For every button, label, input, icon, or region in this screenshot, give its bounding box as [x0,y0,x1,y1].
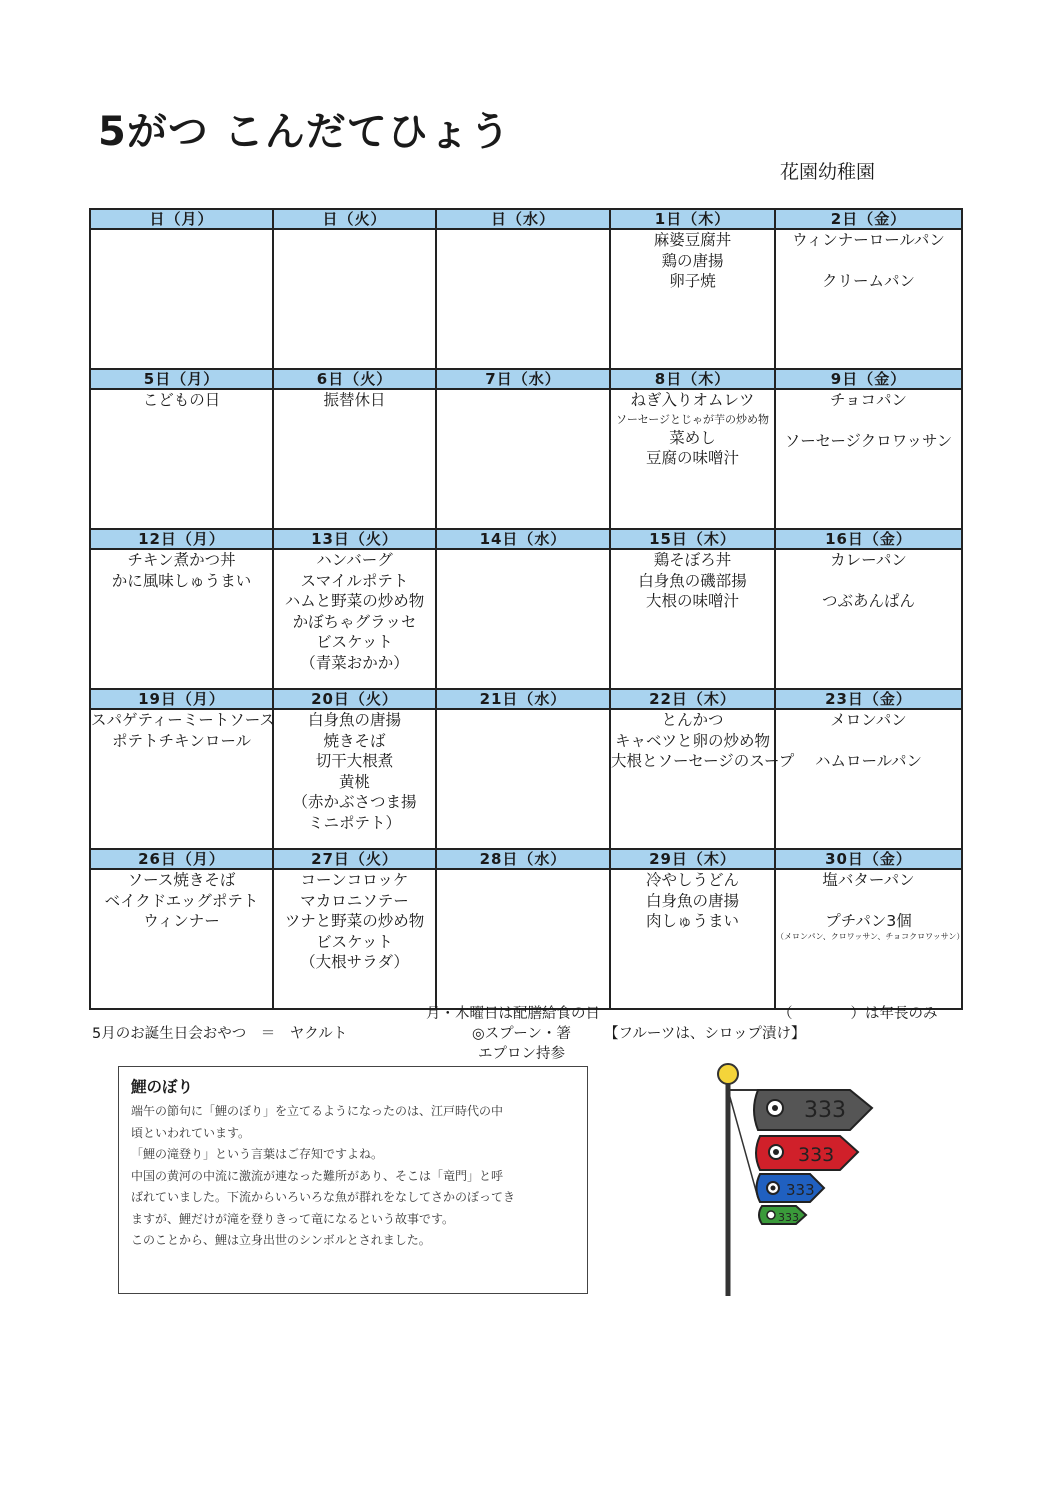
bring-note: ◎スプーン・箸 [472,1026,571,1042]
menu-item: ウィンナー [143,912,220,930]
day-menu-cell [775,709,962,849]
day-menu-cell [610,709,795,849]
menu-item: ベイクドエッグポテト [104,891,259,910]
black-koi [754,1090,872,1130]
day-menu-cell [436,869,610,1009]
day-header: 7日（水） [436,369,610,389]
menu-item: コーンコロッケ [300,871,409,889]
menu-item: 麻婆豆腐丼 [653,231,732,249]
day-menu-cell [273,389,436,529]
menu-item: ハムロールパン [814,751,923,770]
week-header-row [90,529,962,549]
birthday-snack-note: 5月のお誕生日会おやつ ＝ ヤクルト [92,1026,348,1042]
day-menu-cell [610,549,775,689]
menu-item: 白身魚の唐揚 [307,711,401,729]
week-menu-row [90,389,962,529]
week-header-row [90,689,962,709]
day-menu-cell [90,709,273,849]
menu-item: 大根の味噌汁 [645,592,739,610]
day-menu-cell [90,389,273,529]
menu-item: 振替休日 [323,391,386,409]
box-text-line: ますが、鯉だけが滝を登りきって竜になるという故事です。 [131,1211,455,1226]
svg-text:333: 333 [804,1098,846,1123]
box-text-line: 「鯉の滝登り」という言葉はご存知ですよね。 [131,1147,384,1161]
day-header: 13日（火） [273,529,436,549]
day-header: 日（月） [90,209,273,229]
menu-item: 鶏の唐揚 [661,251,724,270]
svg-text:333: 333 [798,1144,835,1166]
menu-item: （青菜おかか） [300,653,409,672]
day-header: 19日（月） [90,689,273,709]
menu-item: ねぎ入りオムレツ [630,391,755,409]
day-header: 日（水） [436,209,610,229]
box-text-line: 端午の節句に「鯉のぼり」を立てるようになったのは、江戸時代の中 [131,1104,504,1118]
day-header: 23日（金） [775,689,962,709]
day-header: 8日（木） [610,369,775,389]
menu-item: 白身魚の唐揚 [645,891,739,910]
day-header: 14日（水） [436,529,610,549]
day-menu-cell [436,389,610,529]
day-header: 日（火） [273,209,436,229]
menu-item: ハンバーグ [316,551,393,569]
day-menu-cell [90,229,273,369]
day-header: 30日（金） [775,849,962,869]
day-menu-cell [775,389,962,529]
menu-item: 黄桃 [338,772,370,791]
fruit-note: 【フルーツは、シロップ漬け】 [604,1026,806,1042]
menu-item: カレーパン [830,551,907,569]
week-header-row [90,849,962,869]
menu-item: かぼちゃグラッセ [292,612,417,631]
menu-item: （赤かぶさつま揚 [292,793,417,811]
day-header: 16日（金） [775,529,962,549]
blue-koi [757,1174,825,1202]
week-header-row [90,209,962,229]
week-menu-row [90,709,962,849]
koinobori-icon [700,1060,890,1300]
day-header: 1日（木） [610,209,775,229]
day-header: 28日（水） [436,849,610,869]
menu-item: プチパン3個 [825,911,912,930]
day-header: 26日（月） [90,849,273,869]
svg-text:333: 333 [778,1211,799,1224]
box-text-line: ばれていました。下流からいろいろな魚が群れをなしてさかのぼってき [131,1190,516,1204]
menu-calendar [89,208,963,1010]
menu-item: メロンパン [830,711,907,729]
red-koi [756,1136,858,1170]
box-text-line: このことから、鯉は立身出世のシンボルとされました。 [131,1233,431,1247]
day-header: 2日（金） [775,209,962,229]
menu-item: 焼きそば [323,731,386,750]
menu-item: （メロンパン、クロワッサン、チョコクロワッサン） [776,932,965,941]
box-text [131,1101,515,1252]
day-menu-cell [90,549,273,689]
menu-item: 豆腐の味噌汁 [645,449,739,467]
koinobori-info-box [118,1066,588,1294]
menu-item: 塩バターパン [822,871,915,889]
menu-item: ソース焼きそば [127,871,236,889]
menu-item: ポテトチキンロール [111,731,252,750]
day-menu-cell [273,709,436,849]
menu-item: こどもの日 [142,391,221,409]
svg-text:333: 333 [786,1181,815,1199]
day-header: 22日（木） [610,689,775,709]
menu-item: ソーセージクロワッサン [784,431,953,450]
menu-item: ウィンナーロールパン [792,231,945,249]
menu-item: スパゲティーミートソース [91,711,275,729]
box-text-line: 頃といわれています。 [131,1125,251,1140]
day-header: 15日（木） [610,529,775,549]
day-header: 9日（金） [775,369,962,389]
week-menu-row [90,229,962,369]
menu-item: 肉しゅうまい [645,912,739,930]
menu-item: 卵子焼 [669,272,716,290]
day-menu-cell [775,229,962,369]
day-header: 12日（月） [90,529,273,549]
day-header: 6日（火） [273,369,436,389]
menu-item: マカロニソテー [300,891,409,910]
day-header: 5日（月） [90,369,273,389]
school-name: 花園幼稚園 [780,161,876,183]
menu-item: キャベツと卵の炒め物 [614,731,770,750]
senior-only-note: （ ）は年長のみ [778,1006,938,1022]
day-menu-cell [436,549,610,689]
day-menu-cell [273,549,436,689]
day-menu-cell [610,869,775,1009]
menu-item: 冷やしうどん [645,871,739,889]
menu-item: 白身魚の磯部揚 [638,571,747,590]
menu-item: 切干大根煮 [315,752,394,770]
week-menu-row [90,549,962,689]
menu-item: とんかつ [661,711,724,729]
menu-item: ビスケット [316,633,393,651]
menu-item: 大根とソーセージのスープ [611,752,795,770]
day-menu-cell [610,389,775,529]
menu-item: かに風味しゅうまい [111,571,252,590]
delivery-note: 月・木曜日は配膳給食の日 [426,1006,600,1022]
menu-item: ツナと野菜の炒め物 [284,912,425,930]
menu-item: チキン煮かつ丼 [127,551,236,569]
day-header: 29日（木） [610,849,775,869]
day-menu-cell [273,869,436,1009]
week-menu-row [90,869,962,1009]
menu-item: ミニポテト） [307,813,401,832]
page-title: 5がつ こんだてひょう [98,109,511,155]
apron-note: エプロン持参 [478,1046,565,1062]
menu-item: 鶏そぼろ丼 [653,551,732,569]
day-header: 20日（火） [273,689,436,709]
menu-item: （大根サラダ） [300,953,409,971]
day-menu-cell [775,549,962,689]
day-menu-cell [90,869,273,1009]
day-menu-cell [775,869,965,1009]
menu-item: ソーセージとじゃが芋の炒め物 [615,412,770,426]
day-menu-cell [436,229,610,369]
green-koi [759,1206,806,1224]
day-menu-cell [610,229,775,369]
box-title: 鯉のぼり [131,1078,194,1096]
menu-item: ビスケット [316,932,393,951]
menu-item: 菜めし [669,428,716,447]
menu-item: つぶあんぱん [821,591,915,610]
day-menu-cell [273,229,436,369]
day-header: 27日（火） [273,849,436,869]
menu-item: クリームパン [821,271,915,290]
menu-item: チョコパン [829,391,908,409]
box-text-line: 中国の黄河の中流に激流が連なった難所があり、そこは「竜門」と呼 [131,1168,504,1183]
week-header-row [90,369,962,389]
menu-item: ハムと野菜の炒め物 [284,592,425,610]
day-menu-cell [436,709,610,849]
day-header: 21日（水） [436,689,610,709]
menu-item: スマイルポテト [300,571,409,590]
